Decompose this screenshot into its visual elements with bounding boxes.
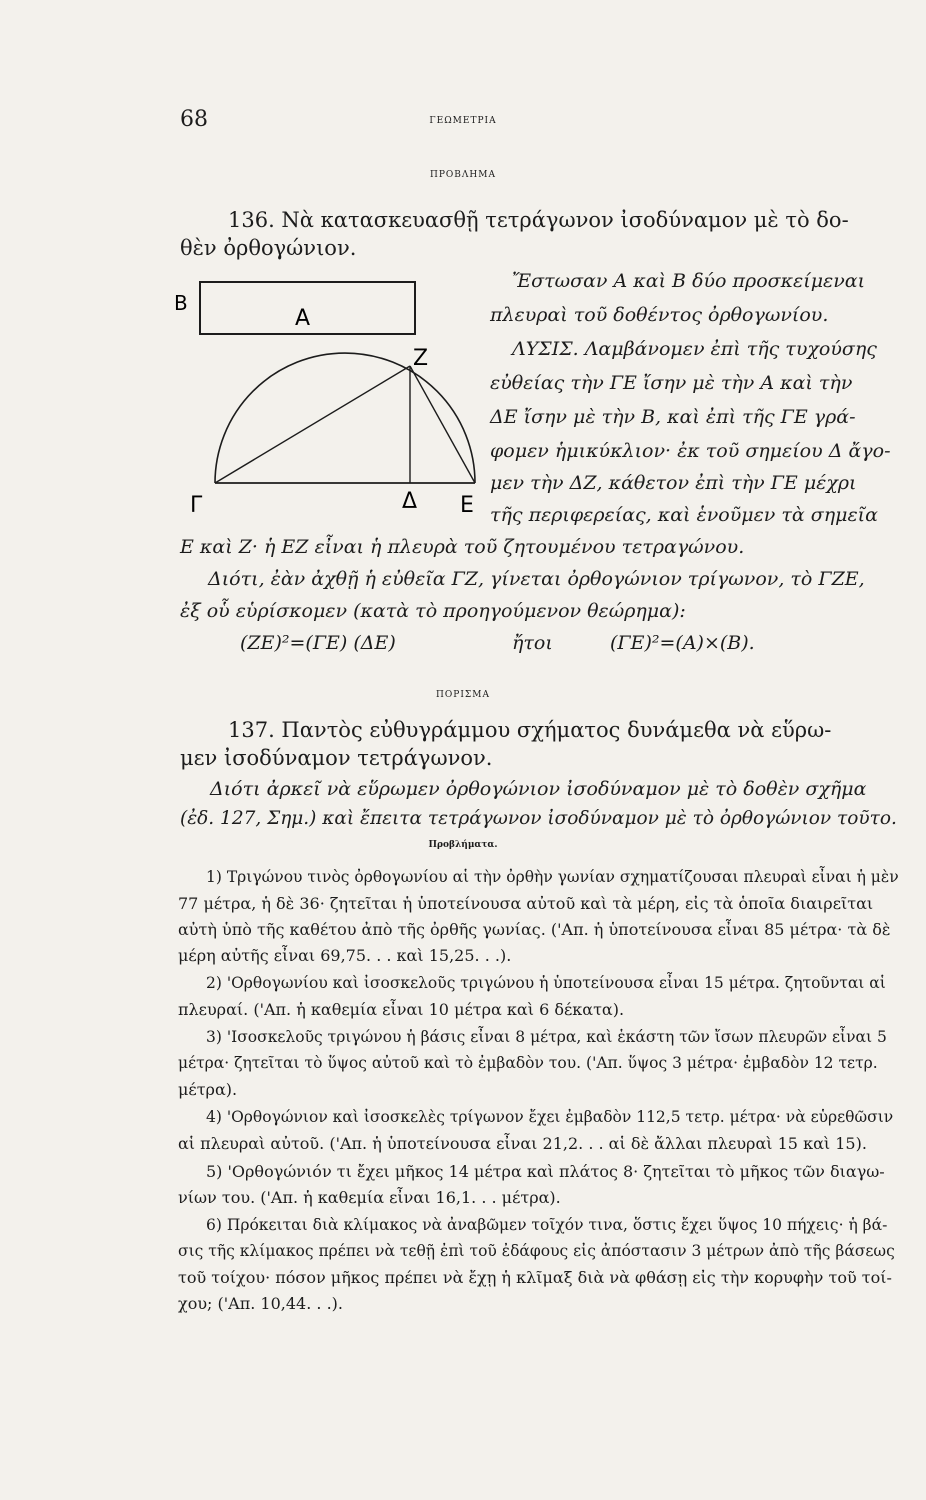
problem-statement-line: θὲν ὀρθογώνιον. xyxy=(180,236,357,260)
solution-line: ἐξ οὗ εὑρίσκομεν (κατὰ τὸ προηγούμενον θεώρημα): xyxy=(180,600,686,622)
formula-connector: ἤτοι xyxy=(512,632,553,654)
formula-right: (ΓΕ)²=(Α)×(Β). xyxy=(610,632,755,654)
exercise-line: μέτρα· ζητεῖται τὸ ὕψος αὐτοῦ καὶ τὸ ἐμβαδὸν του. ('Απ. ὕψος 3 μέτρα· ἐμβαδὸν 12 τετρ. xyxy=(178,1054,878,1072)
running-title: ΓΕΩΜΕΤΡΙΑ xyxy=(429,116,497,126)
exercise-line: χου; ('Απ. 10,44. . .). xyxy=(178,1294,343,1313)
semicircle-arc xyxy=(215,353,475,483)
exercise-line: 6) Πρόκειται διὰ κλίμακος νὰ ἀναβῶμεν τοῖχόν τινα, ὅστις ἔχει ὕψος 10 πήχεις· ἡ βά- xyxy=(206,1216,888,1234)
solution-line: Διότι, ἐὰν ἀχθῇ ἡ εὐθεῖα ΓΖ, γίνεται ὀρθογώνιον τρίγωνον, τὸ ΓΖΕ, xyxy=(208,568,865,590)
figure-label-d: Δ xyxy=(402,489,418,514)
page-number: 68 xyxy=(180,107,208,132)
corollary-line: Διότι ἀρκεῖ νὰ εὕρωμεν ὀρθογώνιον ἰσοδύναμον μὲ τὸ δοθὲν σχῆμα xyxy=(210,778,867,800)
exercise-line: 77 μέτρα, ἡ δὲ 36· ζητεῖται ἡ ὑποτείνουσα αὐτοῦ καὶ τὰ μέρη, εἰς τὰ ὁποῖα διαιρεῖται xyxy=(178,894,874,913)
solution-line: φομεν ἡμικύκλιον· ἐκ τοῦ σημείου Δ ἄγο- xyxy=(490,440,891,462)
exercise-line: 1) Τριγώνου τινὸς ὀρθογωνίου αἱ τὴν ὀρθὴν γωνίαν σχηματίζουσαι πλευραὶ εἶναι ἡ μὲν xyxy=(206,868,899,886)
exercise-line: 2) 'Ορθογωνίου καὶ ἰσοσκελοῦς τριγώνου ἡ ὑποτείνουσα εἶναι 15 μέτρα. ζητοῦνται αἱ xyxy=(206,974,886,992)
corollary-line: (ἐδ. 127, Σημ.) καὶ ἔπειτα τετράγωνον ἰσοδύναμον μὲ τὸ ὀρθογώνιον τοῦτο. xyxy=(180,808,897,829)
exercise-line: πλευραί. ('Απ. ἡ καθεμία εἶναι 10 μέτρα καὶ 6 δέκατα). xyxy=(178,1000,625,1019)
solution-line: τῆς περιφερείας, καὶ ἑνοῦμεν τὰ σημεῖα xyxy=(490,504,878,526)
exercise-line: 3) 'Ισοσκελοῦς τριγώνου ἡ βάσις εἶναι 8 μέτρα, καὶ ἑκάστη τῶν ἴσων πλευρῶν εἶναι 5 xyxy=(206,1028,887,1046)
exercise-line: μέτρα). xyxy=(178,1080,238,1099)
segment-gz xyxy=(215,366,410,483)
solution-line: ΛΥΣΙΣ. Λαμβάνομεν ἐπὶ τῆς τυχούσης xyxy=(512,338,877,360)
geometry-figure xyxy=(170,270,490,520)
exercise-line: τοῦ τοίχου· πόσον μῆκος πρέπει νὰ ἔχῃ ἡ κλῖμαξ διὰ νὰ φθάσῃ εἰς τὴν κορυφὴν τοῦ τοί- xyxy=(178,1268,892,1287)
solution-line: πλευραὶ τοῦ δοθέντος ὀρθογωνίου. xyxy=(490,304,829,326)
corollary-heading: ΠΟΡΙΣΜΑ xyxy=(436,690,490,700)
figure-label-g: Γ xyxy=(190,493,203,518)
solution-line: ΔΕ ἴσην μὲ τὴν Β, καὶ ἐπὶ τῆς ΓΕ γρά- xyxy=(490,406,856,428)
figure-label-e: E xyxy=(460,493,474,518)
solution-line: Ε καὶ Ζ· ἡ ΕΖ εἶναι ἡ πλευρὰ τοῦ ζητουμένου τετραγώνου. xyxy=(180,536,745,558)
corollary-line: 137. Παντὸς εὐθυγράμμου σχήματος δυνάμεθα νὰ εὕρω- xyxy=(228,718,832,742)
exercise-line: 4) 'Ορθογώνιον καὶ ἰσοσκελὲς τρίγωνον ἔχει ἐμβαδὸν 112,5 τετρ. μέτρα· νὰ εὑρεθῶσιν xyxy=(206,1108,894,1126)
segment-ze xyxy=(410,366,475,483)
solution-line: εὐθείας τὴν ΓΕ ἴσην μὲ τὴν Α καὶ τὴν xyxy=(490,372,853,394)
formula-left: (ΖΕ)²=(ΓΕ) (ΔΕ) xyxy=(240,632,396,654)
figure-label-z: Z xyxy=(413,346,429,371)
problem-heading: ΠΡΟΒΛΗΜΑ xyxy=(430,170,496,180)
solution-line: Ἔστωσαν Α καὶ Β δύο προσκείμεναι xyxy=(512,270,866,292)
exercise-line: νίων του. ('Απ. ἡ καθεμία εἶναι 16,1. . . μέτρα). xyxy=(178,1188,561,1207)
exercise-line: αἱ πλευραὶ αὐτοῦ. ('Απ. ἡ ὑποτείνουσα εἶναι 21,2. . . αἱ δὲ ἄλλαι πλευραὶ 15 καὶ 15). xyxy=(178,1134,867,1153)
solution-line: μεν τὴν ΔΖ, κάθετον ἐπὶ τὴν ΓΕ μέχρι xyxy=(490,472,857,494)
exercise-line: 5) 'Ορθογώνιόν τι ἔχει μῆκος 14 μέτρα καὶ πλάτος 8· ζητεῖται τὸ μῆκος τῶν διαγω- xyxy=(206,1162,885,1181)
exercise-line: αὐτὴ ὑπὸ τῆς καθέτου ἀπὸ τῆς ὀρθῆς γωνίας. ('Απ. ἡ ὑποτείνουσα εἶναι 85 μέτρα· τὰ δὲ xyxy=(178,920,891,939)
figure-label-a: A xyxy=(295,306,311,331)
problem-statement-line: 136. Νὰ κατασκευασθῇ τετράγωνον ἰσοδύναμον μὲ τὸ δο- xyxy=(228,208,849,232)
exercise-line: μέρη αὐτῆς εἶναι 69,75. . . καὶ 15,25. . .). xyxy=(178,946,512,965)
exercise-line: σις τῆς κλίμακος πρέπει νὰ τεθῇ ἐπὶ τοῦ ἐδάφους εἰς ἀπόστασιν 3 μέτρων ἀπὸ τῆς βάσεως xyxy=(178,1242,895,1260)
figure-label-b: B xyxy=(174,291,188,315)
exercises-heading: Προβλήματα. xyxy=(428,840,498,850)
corollary-line: μεν ἰσοδύναμον τετράγωνον. xyxy=(180,746,493,770)
